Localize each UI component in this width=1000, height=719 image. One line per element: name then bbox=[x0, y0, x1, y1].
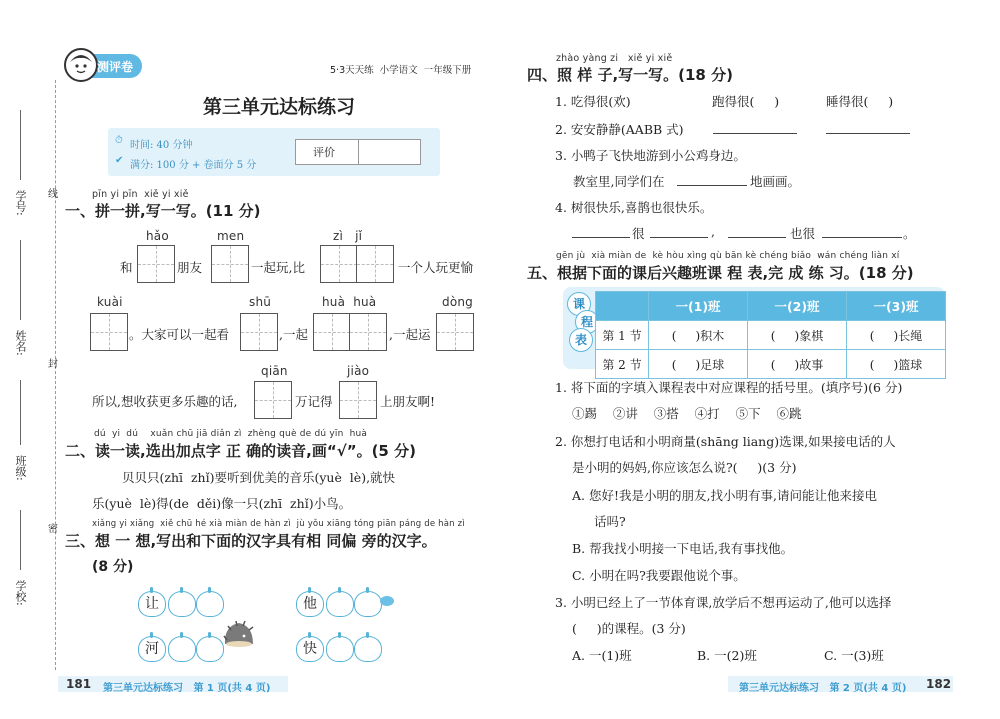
clock-icon: ⏱ bbox=[115, 135, 123, 146]
s4-q4d: 也很 bbox=[790, 226, 816, 241]
schedule-cell[interactable]: ( )足球 bbox=[649, 350, 748, 379]
footer-right-text: 第三单元达标练习 第 2 页(共 4 页) bbox=[739, 683, 907, 694]
s1-r1-t1: 和 bbox=[120, 260, 133, 275]
margin-seal-3: 密 bbox=[48, 524, 58, 535]
full-score: 满分: 100 分 + 卷面分 5 分 bbox=[130, 160, 257, 171]
tianzige-box[interactable] bbox=[356, 245, 394, 283]
s4-q4c: , bbox=[711, 224, 715, 239]
s1-r1-py1: hǎo bbox=[146, 229, 169, 243]
margin-school: 学校: bbox=[14, 580, 27, 606]
apple-blank[interactable] bbox=[196, 591, 224, 617]
tianzige-box[interactable] bbox=[320, 245, 358, 283]
s4-q3c: 地画画。 bbox=[750, 174, 801, 189]
s1-r3-t1: 所以,想收获更多乐趣的话, bbox=[92, 394, 238, 409]
s3-pinyin: xiǎng yi xiǎng xiě chū hé xià miàn de hàn zì jù yǒu xiāng tóng piān páng de hàn zì bbox=[92, 519, 465, 529]
answer-line[interactable] bbox=[572, 237, 630, 238]
schedule-label-1: 课 bbox=[567, 292, 591, 316]
schedule-row bbox=[596, 321, 946, 350]
margin-seal-2: 封 bbox=[48, 359, 58, 370]
s1-r2-py3: huà huà bbox=[322, 295, 377, 309]
s2-line1: 贝贝只(zhī zhǐ)要听到优美的音乐(yuè lè),就快 bbox=[122, 470, 396, 485]
s4-q3b: 教室里,同学们在 bbox=[573, 174, 665, 189]
tianzige-box[interactable] bbox=[90, 313, 128, 351]
apple-char-rang: 让 bbox=[138, 591, 166, 617]
s4-q4: 4. 树很快乐,喜鹊也很快乐。 bbox=[555, 200, 713, 215]
s3-heading: 三、想 一 想,写出和下面的汉字具有相 同偏 旁的汉字。 bbox=[65, 532, 437, 550]
s5-q2-option-c[interactable]: C. 小明在吗?我要跟他说个事。 bbox=[572, 568, 746, 583]
margin-school-line bbox=[20, 510, 21, 570]
s1-r1-py2: men bbox=[217, 229, 245, 243]
s5-q3b: ( )的课程。(3 分) bbox=[572, 621, 686, 636]
s4-q2: 2. 安安静静(AABB 式) bbox=[555, 122, 684, 137]
tianzige-box[interactable] bbox=[436, 313, 474, 351]
s4-heading: 四、照 样 子,写一写。(18 分) bbox=[527, 66, 733, 84]
margin-name: 姓名: bbox=[14, 330, 27, 356]
schedule-col-3: 一(3)班 bbox=[847, 292, 946, 321]
s1-r2-t2: ,一起 bbox=[279, 327, 308, 342]
answer-line[interactable] bbox=[822, 237, 902, 238]
margin-student-id-line bbox=[20, 110, 21, 180]
s2-line2: 乐(yuè lè)得(de děi)像一只(zhī zhǐ)小鸟。 bbox=[92, 496, 352, 511]
answer-line[interactable] bbox=[713, 133, 797, 134]
s5-q1: 1. 将下面的字填入课程表中对应课程的括号里。(填序号)(6 分) bbox=[555, 380, 903, 395]
margin-student-id: 学号: bbox=[14, 190, 27, 216]
tianzige-box[interactable] bbox=[339, 381, 377, 419]
s1-r1-t3: 一起玩,比 bbox=[251, 260, 305, 275]
s1-r3-t3: 上朋友啊! bbox=[380, 394, 436, 409]
eval-divider bbox=[358, 139, 359, 164]
page-title: 第三单元达标练习 bbox=[203, 96, 356, 118]
schedule-corner bbox=[596, 292, 649, 321]
apple-blank[interactable] bbox=[326, 591, 354, 617]
s1-r3-py2: jiào bbox=[347, 364, 370, 378]
s4-q4b: 很 bbox=[632, 226, 645, 241]
s1-r2-py4: dòng bbox=[442, 295, 473, 309]
margin-class: 班级: bbox=[14, 455, 27, 481]
s5-heading: 五、根据下面的课后兴趣班课 程 表,完 成 练 习。(18 分) bbox=[527, 264, 914, 282]
apple-blank[interactable] bbox=[354, 636, 382, 662]
tianzige-box[interactable] bbox=[349, 313, 387, 351]
s3-score: (8 分) bbox=[92, 559, 134, 575]
series-info: 5·3天天练 小学语文 一年级下册 bbox=[330, 65, 472, 76]
check-icon: ✔ bbox=[115, 155, 124, 166]
s5-q2a: 2. 你想打电话和小明商量(shāng liang)选课,如果接电话的人 bbox=[555, 434, 896, 449]
s5-q2-option-b[interactable]: B. 帮我找小明接一下电话,我有事找他。 bbox=[572, 541, 794, 556]
schedule-cell[interactable]: ( )积木 bbox=[649, 321, 748, 350]
s5-q2b: 是小明的妈妈,你应该怎么说?( )(3 分) bbox=[572, 460, 797, 475]
s1-r2-t3: ,一起运 bbox=[389, 327, 431, 342]
schedule-table bbox=[595, 291, 946, 379]
apple-blank[interactable] bbox=[168, 636, 196, 662]
tianzige-box[interactable] bbox=[137, 245, 175, 283]
schedule-cell[interactable]: ( )象棋 bbox=[748, 321, 847, 350]
apple-blank[interactable] bbox=[326, 636, 354, 662]
s1-r2-py2: shū bbox=[249, 295, 272, 309]
s5-q1-options: ①踢 ②讲 ③搭 ④打 ⑤下 ⑥跳 bbox=[572, 406, 802, 421]
s1-r1-t4: 一个人玩更愉 bbox=[398, 260, 474, 275]
s4-q4e: 。 bbox=[903, 226, 916, 241]
s5-q3-option-b[interactable]: B. 一(2)班 bbox=[697, 648, 757, 663]
schedule-cell[interactable]: ( )篮球 bbox=[847, 350, 946, 379]
margin-class-line bbox=[20, 380, 21, 445]
schedule-label-2: 程 bbox=[575, 310, 599, 334]
schedule-row bbox=[596, 350, 946, 379]
s1-r2-t1: 。大家可以一起看 bbox=[129, 327, 230, 342]
answer-line[interactable] bbox=[728, 237, 786, 238]
s1-pinyin: pīn yi pīn xiě yi xiě bbox=[92, 189, 189, 200]
tianzige-box[interactable] bbox=[211, 245, 249, 283]
schedule-row-name: 第 1 节 bbox=[596, 321, 649, 350]
apple-blank[interactable] bbox=[354, 591, 382, 617]
schedule-label-3: 表 bbox=[569, 328, 593, 352]
margin-seal-1: 线 bbox=[48, 189, 58, 200]
answer-line[interactable] bbox=[650, 237, 708, 238]
tianzige-box[interactable] bbox=[254, 381, 292, 419]
mascot-icon bbox=[64, 48, 98, 82]
s5-q3a: 3. 小明已经上了一节体育课,放学后不想再运动了,他可以选择 bbox=[555, 595, 892, 610]
page-number-right: 182 bbox=[926, 677, 952, 691]
schedule-cell[interactable]: ( )长绳 bbox=[847, 321, 946, 350]
s4-q3: 3. 小鸭子飞快地游到小公鸡身边。 bbox=[555, 148, 746, 163]
s1-r1-py3: zì jǐ bbox=[333, 229, 363, 243]
tianzige-box[interactable] bbox=[313, 313, 351, 351]
answer-line[interactable] bbox=[677, 185, 747, 186]
apple-char-he: 河 bbox=[138, 636, 166, 662]
schedule-col-1: 一(1)班 bbox=[649, 292, 748, 321]
apple-char-kuai: 快 bbox=[296, 636, 324, 662]
schedule-row-name: 第 2 节 bbox=[596, 350, 649, 379]
s5-q2-option-a[interactable]: A. 您好!我是小明的朋友,找小明有事,请问能让他来接电 bbox=[572, 488, 877, 503]
tianzige-box[interactable] bbox=[240, 313, 278, 351]
schedule-cell[interactable]: ( )故事 bbox=[748, 350, 847, 379]
time-limit: 时间: 40 分钟 bbox=[130, 140, 193, 151]
s1-r3-t2: 万记得 bbox=[295, 394, 333, 409]
hedgehog-icon bbox=[222, 618, 256, 652]
s2-pinyin: dú yi dú xuǎn chū jiā diǎn zì zhèng què de dú yīn huà bbox=[94, 429, 368, 439]
s4-q1b: 跑得很( ) bbox=[712, 94, 780, 109]
s1-r3-py1: qiān bbox=[261, 364, 288, 378]
s1-heading: 一、拼一拼,写一写。(11 分) bbox=[65, 202, 261, 220]
s1-r1-t2: 朋友 bbox=[177, 260, 203, 275]
s5-q3-option-c[interactable]: C. 一(3)班 bbox=[824, 648, 884, 663]
s5-q2-option-a-cont: 话吗? bbox=[594, 514, 626, 529]
apple-char-ta: 他 bbox=[296, 591, 324, 617]
s5-q3-option-a[interactable]: A. 一(1)班 bbox=[572, 648, 632, 663]
small-bird-icon bbox=[380, 596, 394, 606]
s4-q1: 1. 吃得很(欢) bbox=[555, 94, 631, 109]
s1-r2-py1: kuài bbox=[97, 295, 123, 309]
answer-line[interactable] bbox=[826, 133, 910, 134]
s4-pinyin: zhào yàng zi xiě yi xiě bbox=[556, 53, 673, 64]
s2-heading: 二、读一读,选出加点字 正 确的读音,画“√”。(5 分) bbox=[65, 442, 416, 460]
margin-name-line bbox=[20, 240, 21, 320]
s4-q1c: 睡得很( ) bbox=[826, 94, 894, 109]
page-number-left: 181 bbox=[66, 677, 92, 691]
binding-line bbox=[55, 80, 56, 670]
footer-left-text: 第三单元达标练习 第 1 页(共 4 页) bbox=[103, 683, 271, 694]
eval-label: 评价 bbox=[313, 146, 335, 159]
apple-blank[interactable] bbox=[196, 636, 224, 662]
s5-pinyin: gēn jù xià miàn de kè hòu xìng qù bān kè chéng biǎo wán chéng liàn xí bbox=[556, 251, 900, 261]
badge-label: 测评卷 bbox=[97, 60, 134, 74]
schedule-col-2: 一(2)班 bbox=[748, 292, 847, 321]
apple-blank[interactable] bbox=[168, 591, 196, 617]
